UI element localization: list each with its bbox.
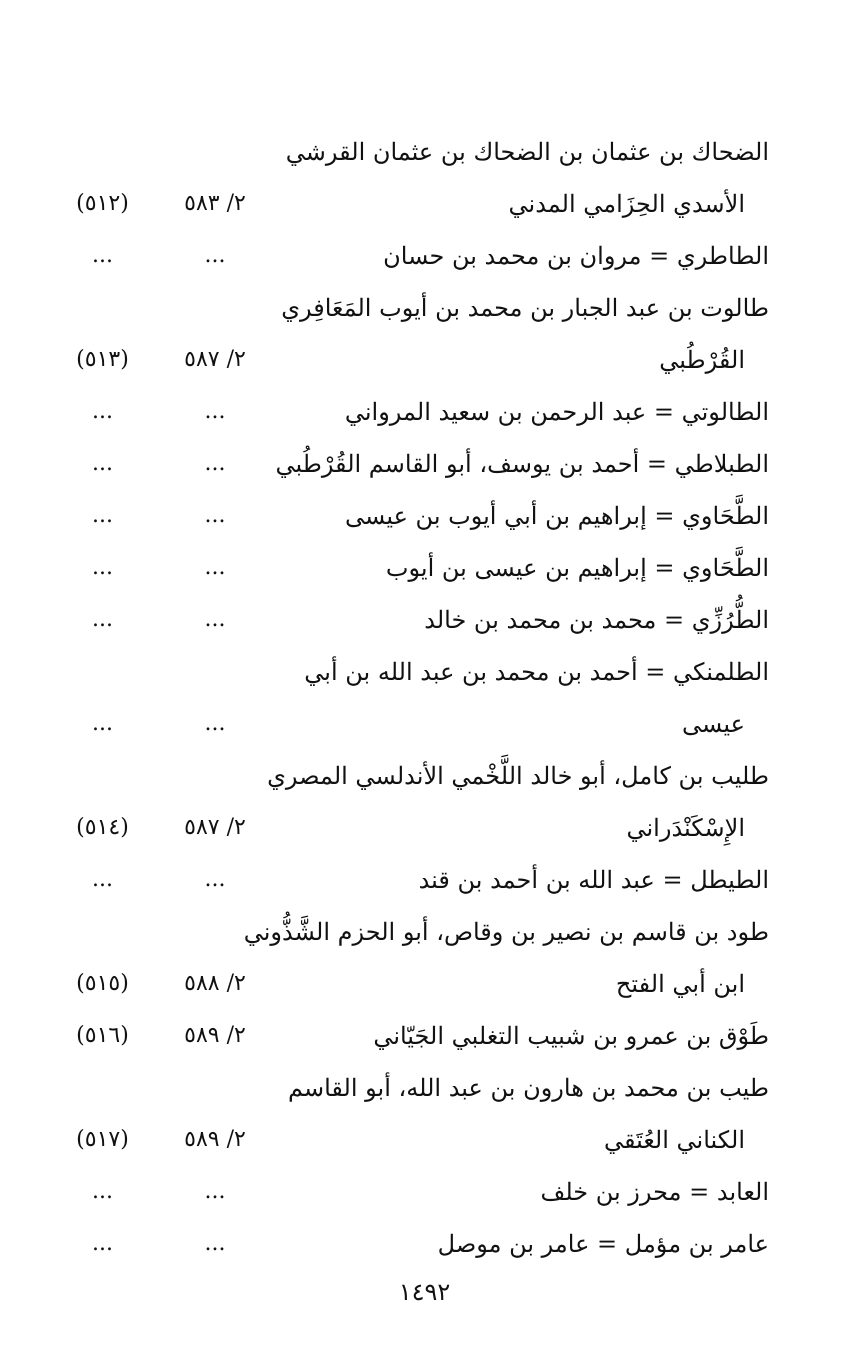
index-entry xyxy=(0,594,849,646)
entry-number: (٥١٢) xyxy=(76,191,129,216)
entry-number: (٥١٣) xyxy=(76,347,129,372)
index-entry xyxy=(0,334,849,386)
index-entry xyxy=(0,906,849,958)
index-entry xyxy=(0,386,849,438)
entry-name: الطيطل = عبد الله بن أحمد بن قند xyxy=(418,866,769,894)
entry-name: الإِسْكَنْدَراني xyxy=(626,814,745,842)
entry-name: الطالوتي = عبد الرحمن بن سعيد المرواني xyxy=(344,398,769,426)
index-entry xyxy=(0,490,849,542)
page-number: ١٤٩٢ xyxy=(398,1278,451,1306)
index-entry xyxy=(0,438,849,490)
entry-name: طالوت بن عبد الجبار بن محمد بن أيوب المَعَافِري xyxy=(281,294,769,322)
entry-number: ... xyxy=(92,399,113,424)
index-entry xyxy=(0,750,849,802)
index-entry xyxy=(0,230,849,282)
index-entry xyxy=(0,542,849,594)
index-entry xyxy=(0,1114,849,1166)
index-entry xyxy=(0,958,849,1010)
index-entry xyxy=(0,802,849,854)
entry-name: الطبلاطي = أحمد بن يوسف، أبو القاسم القُرْطُبي xyxy=(275,450,769,478)
entry-number: ... xyxy=(92,1179,113,1204)
entry-number: ... xyxy=(92,711,113,736)
entry-name: ابن أبي الفتح xyxy=(615,970,745,998)
volume-page-ref: ٢/ ٥٨٣ xyxy=(184,191,246,216)
entry-number: ... xyxy=(92,1231,113,1256)
entry-number: (٥١٤) xyxy=(76,815,129,840)
entry-name: الطلمنكي = أحمد بن محمد بن عبد الله بن أبي xyxy=(304,658,769,686)
volume-page-ref: ... xyxy=(204,503,226,528)
entry-number: ... xyxy=(92,555,113,580)
entry-name: القُرْطُبي xyxy=(659,346,745,374)
entry-name: الضحاك بن عثمان بن الضحاك بن عثمان القرشي xyxy=(285,138,769,166)
volume-page-ref: ... xyxy=(204,555,226,580)
volume-page-ref: ٢/ ٥٨٩ xyxy=(184,1127,246,1152)
entry-number: ... xyxy=(92,243,113,268)
entry-name: طيب بن محمد بن هارون بن عبد الله، أبو القاسم xyxy=(288,1074,769,1102)
entry-name: الطَّحَاوي = إبراهيم بن عيسى بن أيوب xyxy=(385,554,769,582)
index-entry xyxy=(0,1166,849,1218)
entry-name: عامر بن مؤمل = عامر بن موصل xyxy=(437,1230,769,1258)
entry-number: ... xyxy=(92,503,113,528)
entry-name: الطاطري = مروان بن محمد بن حسان xyxy=(383,242,769,270)
volume-page-ref: ... xyxy=(204,711,226,736)
entry-name: الكناني العُتَقي xyxy=(603,1126,745,1154)
index-entry xyxy=(0,1010,849,1062)
index-entry xyxy=(0,854,849,906)
volume-page-ref: ... xyxy=(204,867,226,892)
volume-page-ref: ... xyxy=(204,399,226,424)
volume-page-ref: ... xyxy=(204,1231,226,1256)
index-entry xyxy=(0,178,849,230)
volume-page-ref: ٢/ ٥٨٩ xyxy=(184,1023,246,1048)
entry-name: عيسى xyxy=(682,710,745,738)
volume-page-ref: ٢/ ٥٨٧ xyxy=(184,347,246,372)
entry-number: ... xyxy=(92,607,113,632)
entry-number: (٥١٥) xyxy=(76,971,129,996)
entry-number: ... xyxy=(92,867,113,892)
index-entry xyxy=(0,698,849,750)
volume-page-ref: ... xyxy=(204,607,226,632)
entry-name: طَوْق بن عمرو بن شبيب التغلبي الجَيّاني xyxy=(373,1022,769,1050)
entry-name: العابد = محرز بن خلف xyxy=(540,1178,769,1206)
volume-page-ref: ٢/ ٥٨٧ xyxy=(184,815,246,840)
entry-name: الطُّرُزِّي = محمد بن محمد بن خالد xyxy=(424,606,769,634)
volume-page-ref: ... xyxy=(204,451,226,476)
index-entry xyxy=(0,1218,849,1270)
index-entry xyxy=(0,646,849,698)
entry-number: ... xyxy=(92,451,113,476)
entry-number: (٥١٧) xyxy=(76,1127,129,1152)
entry-name: الأسدي الحِزَامي المدني xyxy=(508,190,745,218)
volume-page-ref: ... xyxy=(204,1179,226,1204)
index-entry xyxy=(0,126,849,178)
volume-page-ref: ٢/ ٥٨٨ xyxy=(184,971,246,996)
entry-name: الطَّحَاوي = إبراهيم بن أبي أيوب بن عيسى xyxy=(344,502,769,530)
entry-name: طود بن قاسم بن نصير بن وقاص، أبو الحزم الشَّذُّوني xyxy=(243,918,769,946)
entry-name: طليب بن كامل، أبو خالد اللَّخْمي الأندلسي المصري xyxy=(267,762,769,790)
volume-page-ref: ... xyxy=(204,243,226,268)
entry-number: (٥١٦) xyxy=(76,1023,129,1048)
index-entry xyxy=(0,282,849,334)
index-entry xyxy=(0,1062,849,1114)
